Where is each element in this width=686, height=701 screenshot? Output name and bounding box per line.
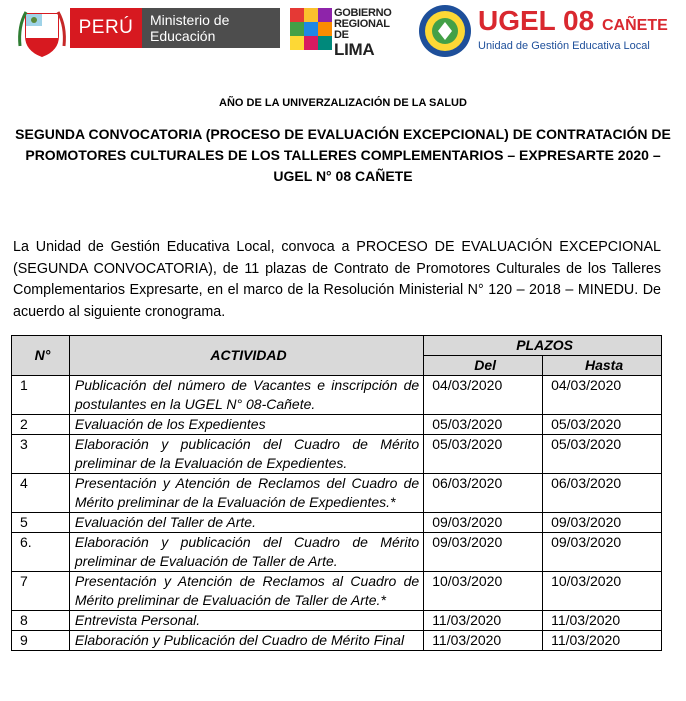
row-activity: Presentación y Atención de Reclamos del Cuadro de Mérito preliminar de la Evaluación de Expedientes.*	[69, 474, 423, 513]
ugel-title-main: UGEL 08	[478, 5, 595, 36]
row-date-to: 09/03/2020	[543, 513, 662, 533]
schedule-table	[11, 335, 662, 651]
row-activity: Elaboración y publicación del Cuadro de Mérito preliminar de Evaluación de Taller de Arte.	[69, 533, 423, 572]
row-activity: Publicación del número de Vacantes e inscripción de postulantes en la UGEL N° 08-Cañete.	[69, 376, 423, 415]
ugel-seal-icon	[418, 4, 472, 58]
row-date-to: 05/03/2020	[543, 415, 662, 435]
gobierno-lima-mosaic-icon	[290, 8, 332, 50]
row-activity: Presentación y Atención de Reclamos al Cuadro de Mérito preliminar de Evaluación de Taller de Arte.*	[69, 572, 423, 611]
peru-ministry-logo	[70, 8, 280, 48]
ugel-title-suffix: CAÑETE	[601, 17, 668, 34]
row-date-from: 11/03/2020	[424, 631, 543, 651]
ugel-title	[478, 6, 668, 41]
row-date-to: 05/03/2020	[543, 435, 662, 474]
header-logos	[0, 0, 686, 60]
row-activity: Evaluación de los Expedientes	[69, 415, 423, 435]
gob-line-3: DE	[334, 29, 349, 41]
row-date-from: 09/03/2020	[424, 513, 543, 533]
year-title: AÑO DE LA UNIVERZALIZACIÓN DE LA SALUD	[219, 97, 467, 109]
row-date-from: 10/03/2020	[424, 572, 543, 611]
row-activity: Entrevista Personal.	[69, 611, 423, 631]
gobierno-regional-lima-logo	[290, 7, 400, 59]
gobierno-lima-text	[334, 8, 392, 58]
row-date-from: 04/03/2020	[424, 376, 543, 415]
peru-label: PERÚ	[70, 8, 142, 48]
header-plazos: PLAZOS	[424, 336, 662, 356]
table-row	[12, 572, 662, 611]
header-activity: ACTIVIDAD	[69, 336, 423, 376]
row-date-from: 09/03/2020	[424, 533, 543, 572]
row-date-to: 09/03/2020	[543, 533, 662, 572]
row-activity: Elaboración y publicación del Cuadro de Mérito preliminar de la Evaluación de Expedientes.	[69, 435, 423, 474]
table-row	[12, 631, 662, 651]
row-date-from: 05/03/2020	[424, 415, 543, 435]
schedule-rows	[12, 376, 662, 651]
row-date-to: 11/03/2020	[543, 631, 662, 651]
header-del: Del	[424, 356, 543, 376]
row-date-to: 04/03/2020	[543, 376, 662, 415]
table-row	[12, 513, 662, 533]
ministry-label: Ministerio de Educación	[142, 8, 280, 48]
row-number: 4	[12, 474, 70, 513]
row-number: 2	[12, 415, 70, 435]
ugel-subtitle: Unidad de Gestión Educativa Local	[478, 40, 650, 52]
row-number: 8	[12, 611, 70, 631]
row-date-to: 06/03/2020	[543, 474, 662, 513]
table-row	[12, 376, 662, 415]
row-date-from: 06/03/2020	[424, 474, 543, 513]
table-row	[12, 435, 662, 474]
table-row	[12, 533, 662, 572]
header-hasta: Hasta	[543, 356, 662, 376]
intro-paragraph: La Unidad de Gestión Educativa Local, convoca a PROCESO DE EVALUACIÓN EXCEPCIONAL (SEGUNDA CONVOCATORIA), de 11 plazas de Contrato de Promotores Culturales de los Talleres Complementarios Expresarte, en el marco de la Resolución Ministerial N° 120 – 2018 – MINEDU. De acuerdo al siguiente cronograma.	[13, 239, 661, 320]
peru-coat-of-arms-icon	[16, 6, 68, 58]
gob-line-4: LIMA	[334, 40, 375, 59]
row-number: 1	[12, 376, 70, 415]
row-number: 7	[12, 572, 70, 611]
row-date-from: 05/03/2020	[424, 435, 543, 474]
row-number: 6.	[12, 533, 70, 572]
table-row	[12, 611, 662, 631]
table-row	[12, 474, 662, 513]
row-date-from: 11/03/2020	[424, 611, 543, 631]
row-number: 3	[12, 435, 70, 474]
row-number: 9	[12, 631, 70, 651]
gob-line-2: REGIONAL	[334, 18, 390, 30]
table-row	[12, 415, 662, 435]
row-date-to: 11/03/2020	[543, 611, 662, 631]
row-number: 5	[12, 513, 70, 533]
row-activity: Evaluación del Taller de Arte.	[69, 513, 423, 533]
header-num: N°	[12, 336, 70, 376]
gob-line-1: GOBIERNO	[334, 7, 392, 19]
row-date-to: 10/03/2020	[543, 572, 662, 611]
row-activity: Elaboración y Publicación del Cuadro de Mérito Final	[69, 631, 423, 651]
main-title: SEGUNDA CONVOCATORIA (PROCESO DE EVALUACIÓN EXCEPCIONAL) DE CONTRATACIÓN DE PROMOTORES CULTURALES DE LOS TALLERES COMPLEMENTARIOS – EXPRESARTE 2020 – UGEL N° 08 CAÑETE	[15, 126, 671, 184]
